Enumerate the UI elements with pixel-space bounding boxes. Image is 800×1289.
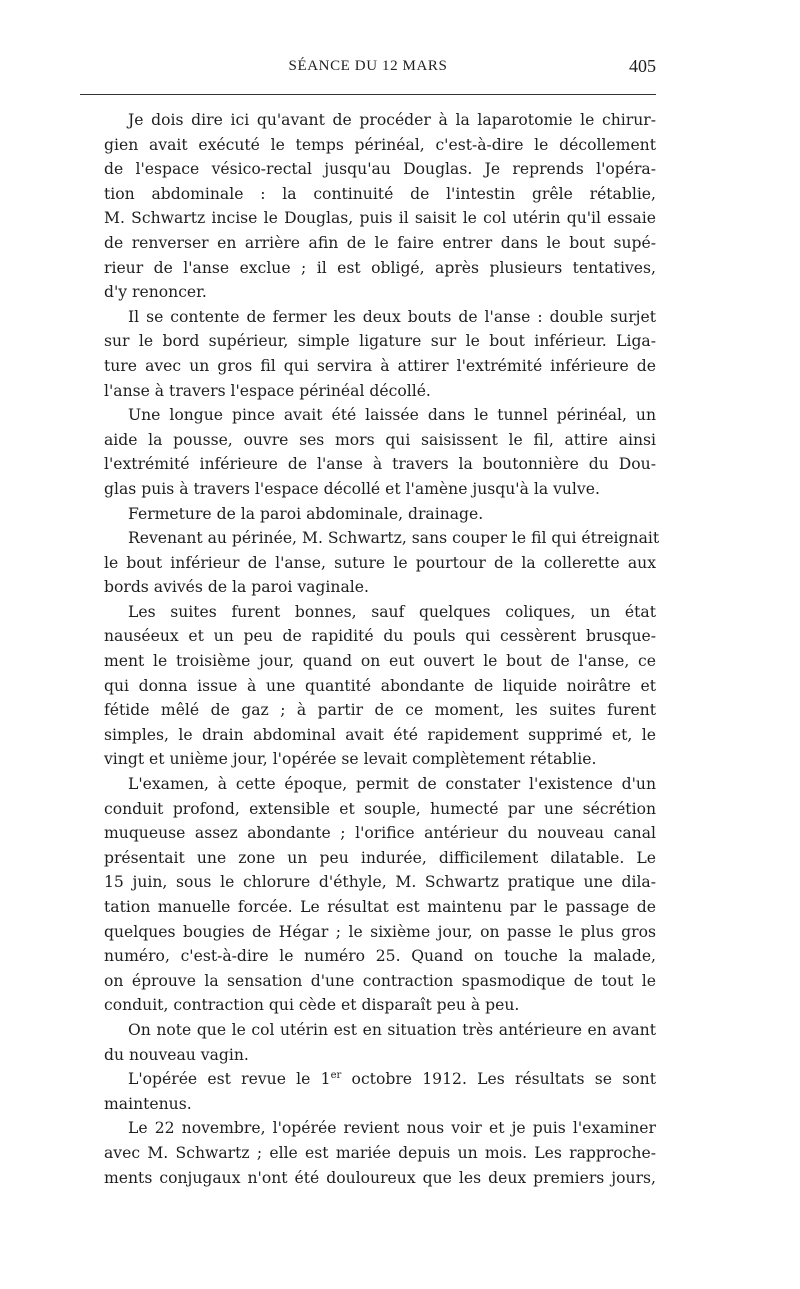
- body-text: [80, 108, 660, 1190]
- text-line: nauséeux et un peu de rapidité du pouls qui cessèrent brusque-: [104, 627, 656, 646]
- text-line: d'y renoncer.: [104, 283, 207, 302]
- text-line: Une longue pince avait été laissée dans le tunnel périnéal, un: [128, 406, 656, 425]
- text-line: numéro, c'est-à-dire le numéro 25. Quand on touche la malade,: [104, 947, 656, 966]
- text-line: maintenus.: [104, 1094, 192, 1113]
- text-line: tion abdominale : la continuité de l'intestin grêle rétablie,: [104, 184, 656, 203]
- paragraph: [80, 600, 656, 772]
- text-line: de l'espace vésico-rectal jusqu'au Douglas. Je reprends l'opéra-: [104, 160, 656, 179]
- paragraph: [80, 305, 656, 403]
- text-line: simples, le drain abdominal avait été rapidement supprimé et, le: [104, 725, 656, 744]
- text-line: tation manuelle forcée. Le résultat est maintenu par le passage de: [104, 898, 656, 916]
- text-line: 15 juin, sous le chlorure d'éthyle, M. Schwartz pratique une dila-: [104, 873, 656, 892]
- running-head: SÉANCE DU 12 MARS: [288, 58, 448, 74]
- page-number: 405: [629, 56, 656, 76]
- text-line: fétide mêlé de gaz ; à partir de ce moment, les suites furent: [104, 701, 656, 720]
- paragraph: [80, 1067, 656, 1116]
- text-line: glas puis à travers l'espace décollé et l'amène jusqu'à la vulve.: [104, 479, 600, 498]
- text-line: On note que le col utérin est en situation très antérieure en avant: [128, 1020, 656, 1039]
- text-line: Je dois dire ici qu'avant de procéder à la laparotomie le chirur-: [128, 111, 656, 129]
- header-rule: [80, 94, 656, 95]
- text-line: conduit, contraction qui cède et disparaît peu à peu.: [104, 996, 520, 1015]
- paragraph: [80, 1116, 656, 1190]
- text-line: vingt et unième jour, l'opérée se levait complètement rétablie.: [104, 750, 597, 769]
- text-line: du nouveau vagin.: [104, 1045, 249, 1064]
- text-line: bords avivés de la paroi vaginale.: [104, 578, 369, 597]
- text-line: avec M. Schwartz ; elle est mariée depuis un mois. Les rapproche-: [104, 1143, 656, 1162]
- superscript: er: [330, 1069, 342, 1081]
- text-fragment: octobre 1912. Les résultats se sont: [341, 1070, 656, 1089]
- text-line: qui donna issue à une quantité abondante de liquide noirâtre et: [104, 676, 656, 695]
- text-line: ment le troisième jour, quand on eut ouvert le bout de l'anse, ce: [104, 652, 656, 671]
- text-line: on éprouve la sensation d'une contraction spasmodique de tout le: [104, 971, 656, 990]
- text-line: quelques bougies de Hégar ; le sixième jour, on passe le plus gros: [104, 922, 656, 941]
- text-line: l'extrémité inférieure de l'anse à travers la boutonnière du Dou-: [104, 455, 656, 474]
- text-line: Fermeture de la paroi abdominale, drainage.: [128, 504, 484, 523]
- text-line: sur le bord supérieur, simple ligature sur le bout inférieur. Liga-: [104, 332, 656, 351]
- text-line: l'anse à travers l'espace périnéal décollé.: [104, 381, 431, 400]
- paragraph: [80, 502, 656, 527]
- paragraph: [80, 526, 660, 600]
- text-line: de renverser en arrière afin de le faire entrer dans le bout supé-: [104, 233, 656, 252]
- text-line: L'examen, à cette époque, permit de constater l'existence d'un: [128, 775, 656, 794]
- text-line: [80, 1067, 656, 1092]
- text-line: rieur de l'anse exclue ; il est obligé, après plusieurs tentatives,: [104, 258, 656, 277]
- text-line: Il se contente de fermer les deux bouts de l'anse : double surjet: [128, 307, 656, 326]
- paragraph: [80, 403, 656, 501]
- text-line: ments conjugaux n'ont été douloureux que les deux premiers jours,: [104, 1168, 656, 1187]
- page-header: [80, 56, 656, 80]
- text-line: ture avec un gros fil qui servira à attirer l'extrémité inférieure de: [104, 356, 656, 375]
- paragraph: [80, 772, 656, 1018]
- text-line: Le 22 novembre, l'opérée revient nous voir et je puis l'examiner: [128, 1119, 656, 1138]
- text-line: muqueuse assez abondante ; l'orifice antérieur du nouveau canal: [104, 824, 656, 843]
- text-fragment: L'opérée est revue le 1: [128, 1070, 331, 1089]
- text-line: le bout inférieur de l'anse, suture le pourtour de la collerette aux: [104, 553, 656, 572]
- text-line: Les suites furent bonnes, sauf quelques coliques, un état: [128, 602, 656, 621]
- paragraph: [80, 108, 656, 305]
- text-line: conduit profond, extensible et souple, humecté par une sécrétion: [104, 799, 656, 818]
- text-line: présentait une zone un peu indurée, difficilement dilatable. Le: [104, 848, 656, 867]
- text-line: aide la pousse, ouvre ses mors qui saisissent le fil, attire ainsi: [104, 430, 656, 449]
- paragraph: [80, 1018, 656, 1067]
- text-line: gien avait exécuté le temps périnéal, c'est-à-dire le décollement: [104, 135, 656, 154]
- text-line: M. Schwartz incise le Douglas, puis il saisit le col utérin qu'il essaie: [104, 209, 656, 228]
- text-line: Revenant au périnée, M. Schwartz, sans couper le fil qui étreignait: [128, 529, 660, 548]
